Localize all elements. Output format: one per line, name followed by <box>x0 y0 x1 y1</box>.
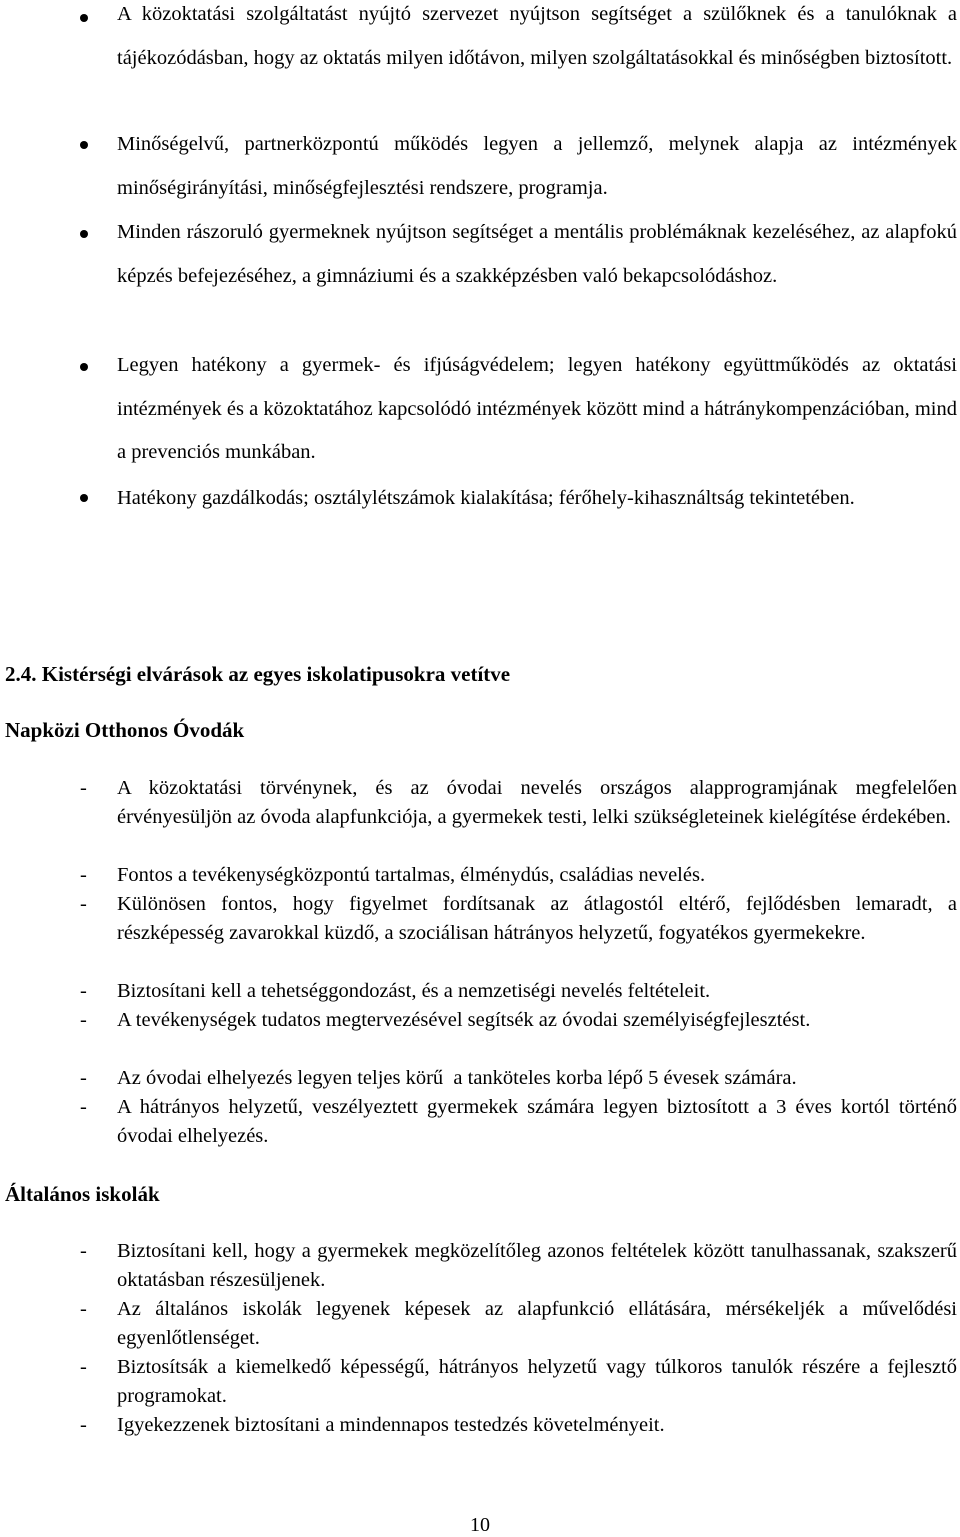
dash-marker: - <box>80 1240 87 1262</box>
dash-marker: - <box>80 777 87 799</box>
dash-marker: - <box>80 1067 87 1089</box>
dash-marker: - <box>80 980 87 1002</box>
dash-marker: - <box>80 1414 87 1436</box>
list-item-text: Különösen fontos, hogy figyelmet fordítsanak az átlagostól eltérő, fejlődésben lemaradt, a részképesség zavarokkal küzdő, a szociálisan hátrányos helyzetű, fogyatékos gyermekekre. <box>117 893 957 944</box>
list-item-text: Biztosítsák a kiemelkedő képességű, hátrányos helyzetű vagy túlkoros tanulók részére a fejlesztő programokat. <box>117 1356 957 1407</box>
list-item-text: Igyekezzenek biztosítani a mindennapos testedzés követelményeit. <box>117 1414 665 1436</box>
list-item-text: A tevékenységek tudatos megtervezésével segítsék az óvodai személyiségfejlesztést. <box>117 1009 811 1031</box>
list-item-text: Fontos a tevékenységközpontú tartalmas, élménydús, családias nevelés. <box>117 864 706 886</box>
list-item-text: Biztosítani kell a tehetséggondozást, és a nemzetiségi nevelés feltételeit. <box>117 980 711 1002</box>
bullet-text: Minőségelvű, partnerközpontú működés legyen a jellemző, melynek alapja az intézmények minőségirányítási, minőségfejlesztési rendszere, programja. <box>117 133 957 199</box>
list-item-text: Az óvodai elhelyezés legyen teljes körű a tanköteles korba lépő 5 évesek számára. <box>117 1067 797 1089</box>
list-item-text: A hátrányos helyzetű, veszélyeztett gyermekek számára legyen biztosított a 3 éves kortól történő óvodai elhelyezés. <box>117 1096 957 1147</box>
bullet-text: Legyen hatékony a gyermek- és ifjúságvédelem; legyen hatékony együttműködés az oktatási intézmények és a közoktatához kapcsolódó intézmények között mind a hátránykompenzációban, mind a prevenciós munkában. <box>117 354 957 463</box>
iskolak-title: Általános iskolák <box>5 1182 160 1206</box>
bullet-text: A közoktatási szolgáltatást nyújtó szervezet nyújtson segítséget a szülőknek és a tanulóknak a tájékozódásban, hogy az oktatás milyen időtávon, milyen szolgáltatásokkal és minőségben biztosított. <box>117 3 957 69</box>
bullet-dot-icon <box>80 141 88 149</box>
dash-marker: - <box>80 1009 87 1031</box>
ovodak-title: Napközi Otthonos Óvodák <box>5 718 245 742</box>
bullet-dot-icon <box>80 494 88 502</box>
list-item-text: Az általános iskolák legyenek képesek az alapfunkció ellátására, mérsékeljék a művelődési egyenlőtlenséget. <box>117 1298 957 1349</box>
dash-marker: - <box>80 1096 87 1118</box>
section-heading: 2.4. Kistérségi elvárások az egyes iskolatipusokra vetítve <box>5 662 511 686</box>
list-item-text: A közoktatási törvénynek, és az óvodai nevelés országos alapprogramjának megfelelően érvényesüljön az óvoda alapfunkciója, a gyermekek testi, lelki szükségleteinek kielégítése érdekében. <box>117 777 957 828</box>
dash-marker: - <box>80 864 87 886</box>
dash-marker: - <box>80 893 87 915</box>
bullet-text: Minden rászoruló gyermeknek nyújtson segítséget a mentális problémáknak kezeléséhez, az alapfokú képzés befejezéséhez, a gimnáziumi és a szakképzésben való bekapcsolódáshoz. <box>117 221 957 287</box>
page-number: 10 <box>470 1514 490 1536</box>
bullet-text: Hatékony gazdálkodás; osztálylétszámok kialakítása; férőhely-kihasználtság tekintetében. <box>117 487 855 509</box>
list-item-text: Biztosítani kell, hogy a gyermekek megközelítőleg azonos feltételek között tanulhassanak, szakszerű oktatásban részesüljenek. <box>117 1240 957 1291</box>
bullet-dot-icon <box>80 230 88 238</box>
dash-marker: - <box>80 1356 87 1378</box>
bullet-dot-icon <box>80 363 88 371</box>
bullet-dot-icon <box>80 14 88 22</box>
dash-marker: - <box>80 1298 87 1320</box>
